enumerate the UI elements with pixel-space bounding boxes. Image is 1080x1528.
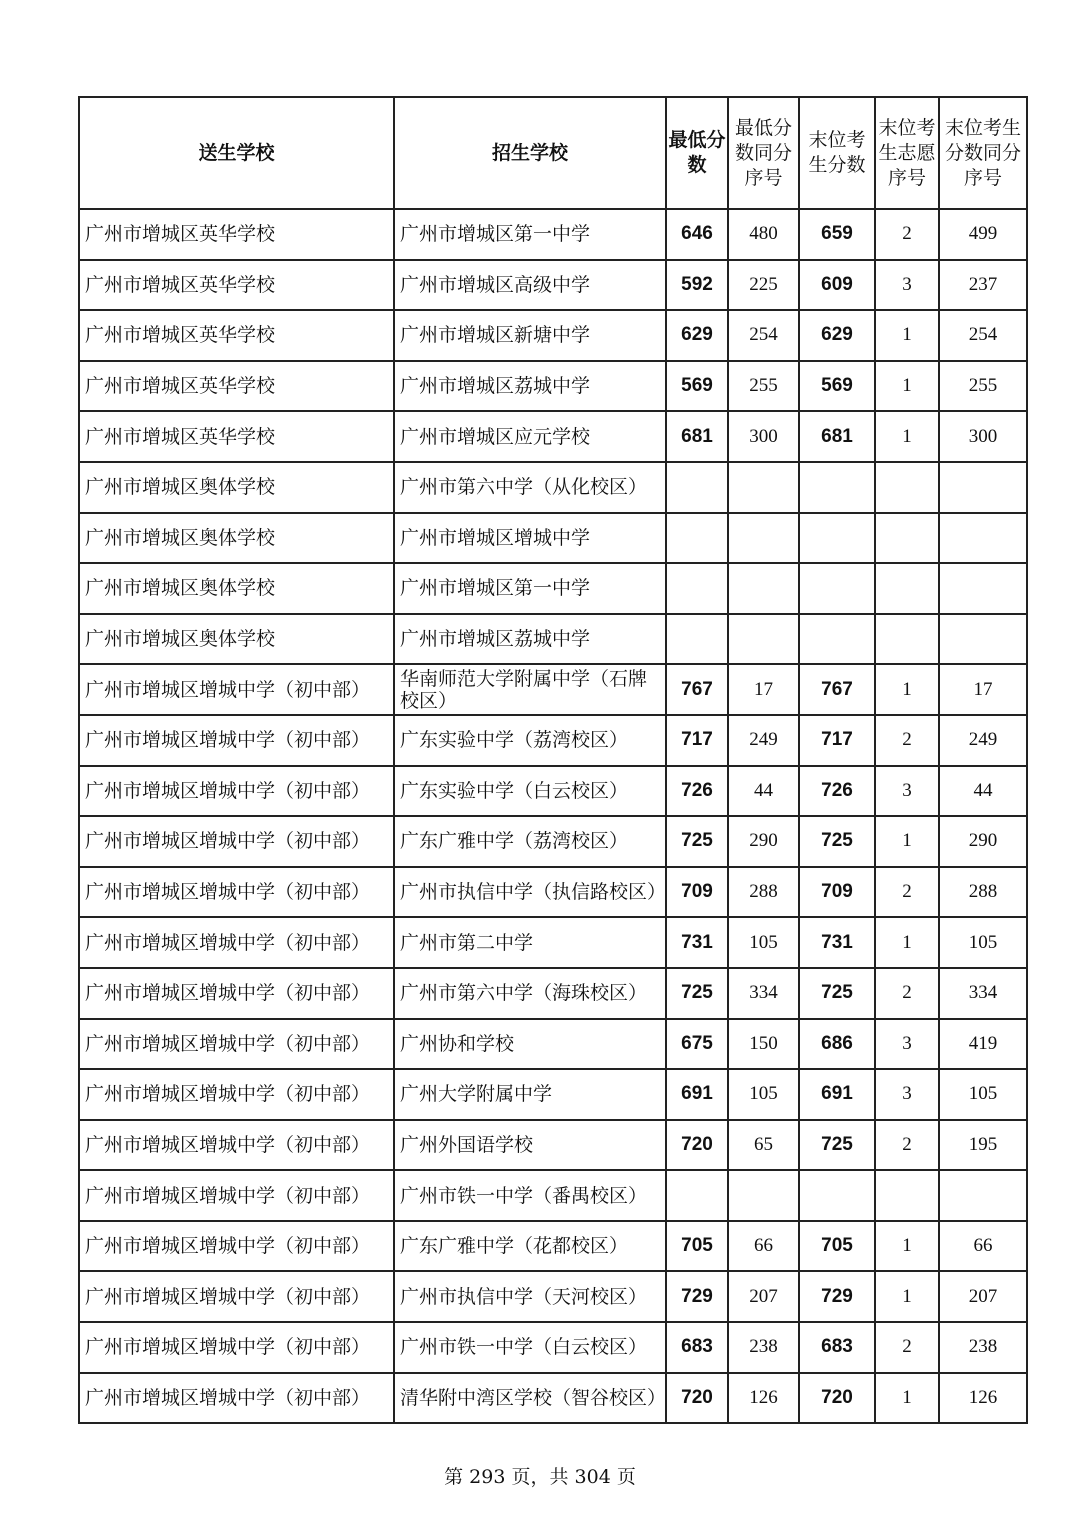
cell-send-school: 广州市增城区奥体学校 xyxy=(79,614,394,665)
cell-min-rank: 288 xyxy=(728,867,799,918)
cell-last-score: 717 xyxy=(799,715,875,766)
cell-recv-school: 广州市铁一中学（番禺校区） xyxy=(394,1170,666,1221)
cell-last-pref: 3 xyxy=(875,766,939,817)
cell-last-score: 725 xyxy=(799,816,875,867)
cell-last-pref: 1 xyxy=(875,917,939,968)
cell-last-score xyxy=(799,1170,875,1221)
cell-min-rank: 300 xyxy=(728,411,799,462)
cell-last-pref: 1 xyxy=(875,664,939,715)
cell-last-pref xyxy=(875,614,939,665)
cell-min-rank: 480 xyxy=(728,209,799,260)
table-row xyxy=(79,917,1027,968)
cell-last-rank xyxy=(939,1170,1027,1221)
cell-last-score: 725 xyxy=(799,968,875,1019)
cell-min-rank: 44 xyxy=(728,766,799,817)
cell-send-school: 广州市增城区增城中学（初中部） xyxy=(79,1322,394,1373)
cell-last-score: 629 xyxy=(799,310,875,361)
cell-last-pref: 2 xyxy=(875,209,939,260)
cell-min-score: 683 xyxy=(666,1322,728,1373)
cell-last-score xyxy=(799,462,875,513)
cell-recv-school: 广东实验中学（白云校区） xyxy=(394,766,666,817)
cell-last-rank: 290 xyxy=(939,816,1027,867)
cell-min-rank: 334 xyxy=(728,968,799,1019)
cell-last-rank xyxy=(939,614,1027,665)
cell-last-score: 659 xyxy=(799,209,875,260)
cell-min-rank: 207 xyxy=(728,1271,799,1322)
cell-min-score xyxy=(666,513,728,564)
cell-min-score xyxy=(666,462,728,513)
table-row xyxy=(79,1170,1027,1221)
cell-last-score: 681 xyxy=(799,411,875,462)
header-last-score: 末位考生分数 xyxy=(799,97,875,209)
cell-send-school: 广州市增城区英华学校 xyxy=(79,310,394,361)
cell-min-rank: 225 xyxy=(728,260,799,311)
table-row xyxy=(79,361,1027,412)
cell-recv-school: 广州市增城区应元学校 xyxy=(394,411,666,462)
cell-recv-school: 清华附中湾区学校（智谷校区） xyxy=(394,1373,666,1424)
cell-min-rank xyxy=(728,1170,799,1221)
cell-last-rank: 238 xyxy=(939,1322,1027,1373)
cell-last-pref: 1 xyxy=(875,310,939,361)
cell-min-rank: 150 xyxy=(728,1019,799,1070)
cell-last-rank: 288 xyxy=(939,867,1027,918)
cell-recv-school: 广州市增城区新塘中学 xyxy=(394,310,666,361)
cell-last-score: 731 xyxy=(799,917,875,968)
cell-send-school: 广州市增城区增城中学（初中部） xyxy=(79,1019,394,1070)
cell-min-rank xyxy=(728,462,799,513)
cell-last-rank: 419 xyxy=(939,1019,1027,1070)
cell-last-rank: 44 xyxy=(939,766,1027,817)
table-row xyxy=(79,867,1027,918)
cell-min-score: 720 xyxy=(666,1373,728,1424)
cell-last-pref: 1 xyxy=(875,1221,939,1272)
cell-last-rank: 499 xyxy=(939,209,1027,260)
cell-min-score: 646 xyxy=(666,209,728,260)
cell-send-school: 广州市增城区奥体学校 xyxy=(79,462,394,513)
table-row xyxy=(79,310,1027,361)
table-header-row xyxy=(79,97,1027,209)
cell-recv-school: 广州市第六中学（从化校区） xyxy=(394,462,666,513)
cell-last-pref: 3 xyxy=(875,1069,939,1120)
cell-send-school: 广州市增城区增城中学（初中部） xyxy=(79,1170,394,1221)
cell-last-pref: 2 xyxy=(875,968,939,1019)
cell-last-pref: 1 xyxy=(875,361,939,412)
cell-recv-school: 广州市第六中学（海珠校区） xyxy=(394,968,666,1019)
header-min-score: 最低分数 xyxy=(666,97,728,209)
cell-send-school: 广州市增城区英华学校 xyxy=(79,260,394,311)
cell-last-rank: 334 xyxy=(939,968,1027,1019)
table-row xyxy=(79,715,1027,766)
table-row xyxy=(79,1322,1027,1373)
cell-min-rank xyxy=(728,563,799,614)
cell-last-rank xyxy=(939,563,1027,614)
cell-last-score: 720 xyxy=(799,1373,875,1424)
table-row xyxy=(79,260,1027,311)
cell-last-rank: 17 xyxy=(939,664,1027,715)
cell-min-score: 709 xyxy=(666,867,728,918)
cell-recv-school: 广州市增城区高级中学 xyxy=(394,260,666,311)
cell-send-school: 广州市增城区英华学校 xyxy=(79,411,394,462)
cell-min-rank: 66 xyxy=(728,1221,799,1272)
cell-recv-school: 广州协和学校 xyxy=(394,1019,666,1070)
cell-last-score: 726 xyxy=(799,766,875,817)
cell-last-pref: 3 xyxy=(875,1019,939,1070)
cell-recv-school: 广州市铁一中学（白云校区） xyxy=(394,1322,666,1373)
cell-min-score: 731 xyxy=(666,917,728,968)
cell-recv-school: 广州市执信中学（天河校区） xyxy=(394,1271,666,1322)
cell-last-rank: 66 xyxy=(939,1221,1027,1272)
cell-min-score: 592 xyxy=(666,260,728,311)
cell-last-score xyxy=(799,614,875,665)
table-row xyxy=(79,766,1027,817)
cell-last-score: 725 xyxy=(799,1120,875,1171)
cell-recv-school: 广州市增城区荔城中学 xyxy=(394,361,666,412)
cell-min-rank xyxy=(728,614,799,665)
admission-table xyxy=(78,96,1028,1424)
table-row xyxy=(79,513,1027,564)
cell-last-score: 683 xyxy=(799,1322,875,1373)
cell-min-rank: 254 xyxy=(728,310,799,361)
header-last-pref: 末位考生志愿序号 xyxy=(875,97,939,209)
cell-last-pref xyxy=(875,563,939,614)
cell-min-score: 717 xyxy=(666,715,728,766)
cell-send-school: 广州市增城区英华学校 xyxy=(79,361,394,412)
cell-last-score: 767 xyxy=(799,664,875,715)
cell-last-rank: 126 xyxy=(939,1373,1027,1424)
table-row xyxy=(79,1019,1027,1070)
cell-last-score xyxy=(799,563,875,614)
cell-recv-school: 广州大学附属中学 xyxy=(394,1069,666,1120)
cell-last-score: 609 xyxy=(799,260,875,311)
cell-min-rank: 65 xyxy=(728,1120,799,1171)
cell-last-pref: 2 xyxy=(875,867,939,918)
cell-last-rank: 249 xyxy=(939,715,1027,766)
cell-recv-school: 广州市增城区增城中学 xyxy=(394,513,666,564)
cell-min-rank: 249 xyxy=(728,715,799,766)
header-send-school: 送生学校 xyxy=(79,97,394,209)
cell-send-school: 广州市增城区增城中学（初中部） xyxy=(79,867,394,918)
cell-min-rank xyxy=(728,513,799,564)
cell-last-score: 686 xyxy=(799,1019,875,1070)
table-row xyxy=(79,968,1027,1019)
cell-send-school: 广州市增城区增城中学（初中部） xyxy=(79,715,394,766)
table-row xyxy=(79,1120,1027,1171)
cell-min-score: 729 xyxy=(666,1271,728,1322)
cell-min-rank: 238 xyxy=(728,1322,799,1373)
cell-last-pref: 2 xyxy=(875,1322,939,1373)
cell-send-school: 广州市增城区增城中学（初中部） xyxy=(79,816,394,867)
cell-last-score: 705 xyxy=(799,1221,875,1272)
cell-send-school: 广州市增城区增城中学（初中部） xyxy=(79,664,394,715)
cell-last-rank: 195 xyxy=(939,1120,1027,1171)
cell-min-score: 725 xyxy=(666,816,728,867)
cell-min-rank: 126 xyxy=(728,1373,799,1424)
table-row xyxy=(79,563,1027,614)
page-footer: 第 293 页，共 304 页 xyxy=(444,1466,636,1488)
cell-last-rank: 237 xyxy=(939,260,1027,311)
cell-last-score: 709 xyxy=(799,867,875,918)
cell-last-score xyxy=(799,513,875,564)
cell-last-pref: 1 xyxy=(875,411,939,462)
cell-min-score: 681 xyxy=(666,411,728,462)
table-row xyxy=(79,411,1027,462)
table-row xyxy=(79,664,1027,715)
cell-last-score: 729 xyxy=(799,1271,875,1322)
cell-min-rank: 105 xyxy=(728,1069,799,1120)
cell-recv-school: 广州市增城区第一中学 xyxy=(394,563,666,614)
table-row xyxy=(79,209,1027,260)
cell-min-rank: 290 xyxy=(728,816,799,867)
cell-recv-school: 广州外国语学校 xyxy=(394,1120,666,1171)
cell-send-school: 广州市增城区增城中学（初中部） xyxy=(79,1120,394,1171)
cell-recv-school: 广东广雅中学（荔湾校区） xyxy=(394,816,666,867)
cell-send-school: 广州市增城区增城中学（初中部） xyxy=(79,1373,394,1424)
cell-last-pref xyxy=(875,513,939,564)
cell-min-score xyxy=(666,563,728,614)
cell-last-score: 691 xyxy=(799,1069,875,1120)
cell-last-pref xyxy=(875,462,939,513)
table-row xyxy=(79,614,1027,665)
header-min-rank: 最低分数同分序号 xyxy=(728,97,799,209)
admission-table-sheet xyxy=(78,96,1026,1424)
cell-min-score: 726 xyxy=(666,766,728,817)
cell-last-pref: 1 xyxy=(875,816,939,867)
cell-min-score: 767 xyxy=(666,664,728,715)
cell-last-rank: 207 xyxy=(939,1271,1027,1322)
cell-min-rank: 17 xyxy=(728,664,799,715)
cell-recv-school: 广州市增城区第一中学 xyxy=(394,209,666,260)
cell-min-rank: 255 xyxy=(728,361,799,412)
cell-last-pref: 3 xyxy=(875,260,939,311)
cell-recv-school: 广州市增城区荔城中学 xyxy=(394,614,666,665)
cell-recv-school: 华南师范大学附属中学（石牌校区） xyxy=(394,664,666,715)
cell-send-school: 广州市增城区增城中学（初中部） xyxy=(79,766,394,817)
cell-min-score: 675 xyxy=(666,1019,728,1070)
cell-last-rank: 105 xyxy=(939,917,1027,968)
cell-send-school: 广州市增城区增城中学（初中部） xyxy=(79,1221,394,1272)
cell-min-score xyxy=(666,1170,728,1221)
cell-min-score: 705 xyxy=(666,1221,728,1272)
cell-last-pref: 2 xyxy=(875,1120,939,1171)
cell-min-score: 691 xyxy=(666,1069,728,1120)
cell-last-rank xyxy=(939,513,1027,564)
header-recv-school: 招生学校 xyxy=(394,97,666,209)
cell-send-school: 广州市增城区英华学校 xyxy=(79,209,394,260)
cell-recv-school: 广州市第二中学 xyxy=(394,917,666,968)
cell-send-school: 广州市增城区奥体学校 xyxy=(79,513,394,564)
cell-send-school: 广州市增城区增城中学（初中部） xyxy=(79,968,394,1019)
cell-min-score: 569 xyxy=(666,361,728,412)
cell-last-pref xyxy=(875,1170,939,1221)
header-last-rank: 末位考生分数同分序号 xyxy=(939,97,1027,209)
table-row xyxy=(79,1373,1027,1424)
cell-recv-school: 广东实验中学（荔湾校区） xyxy=(394,715,666,766)
cell-send-school: 广州市增城区增城中学（初中部） xyxy=(79,1271,394,1322)
cell-last-pref: 2 xyxy=(875,715,939,766)
cell-min-score xyxy=(666,614,728,665)
table-row xyxy=(79,816,1027,867)
cell-last-rank: 255 xyxy=(939,361,1027,412)
table-body xyxy=(79,209,1027,1423)
cell-send-school: 广州市增城区增城中学（初中部） xyxy=(79,1069,394,1120)
cell-last-rank xyxy=(939,462,1027,513)
cell-recv-school: 广东广雅中学（花都校区） xyxy=(394,1221,666,1272)
table-row xyxy=(79,1221,1027,1272)
table-row xyxy=(79,462,1027,513)
table-row xyxy=(79,1271,1027,1322)
cell-last-pref: 1 xyxy=(875,1271,939,1322)
cell-min-score: 725 xyxy=(666,968,728,1019)
cell-min-score: 629 xyxy=(666,310,728,361)
cell-min-score: 720 xyxy=(666,1120,728,1171)
cell-min-rank: 105 xyxy=(728,917,799,968)
cell-send-school: 广州市增城区增城中学（初中部） xyxy=(79,917,394,968)
cell-last-rank: 105 xyxy=(939,1069,1027,1120)
cell-last-rank: 300 xyxy=(939,411,1027,462)
cell-last-pref: 1 xyxy=(875,1373,939,1424)
cell-last-rank: 254 xyxy=(939,310,1027,361)
cell-recv-school: 广州市执信中学（执信路校区） xyxy=(394,867,666,918)
table-row xyxy=(79,1069,1027,1120)
cell-last-score: 569 xyxy=(799,361,875,412)
cell-send-school: 广州市增城区奥体学校 xyxy=(79,563,394,614)
